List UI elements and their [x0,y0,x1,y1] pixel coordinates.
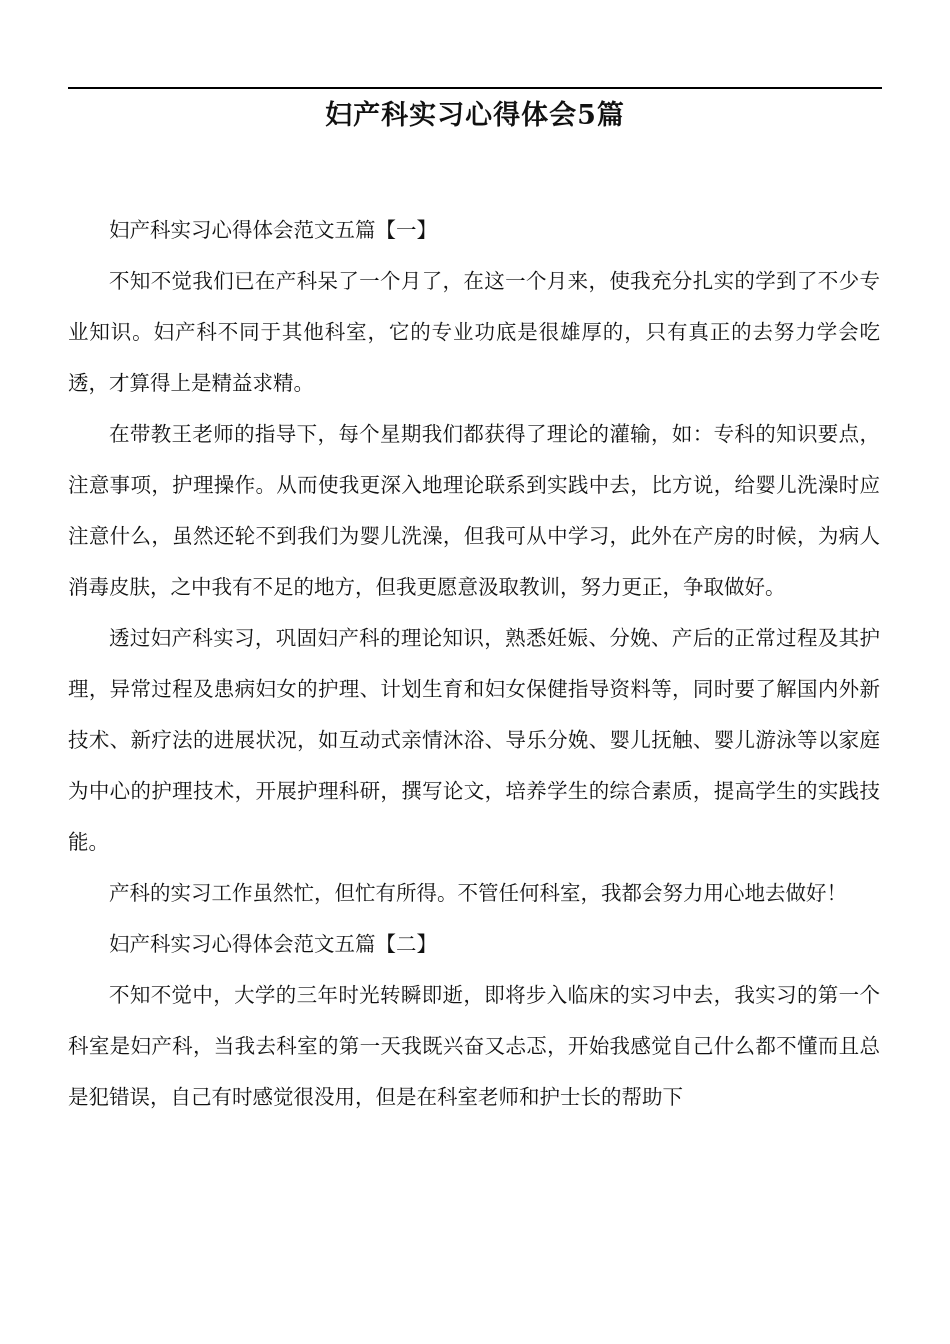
paragraph: 不知不觉我们已在产科呆了一个月了，在这一个月来，使我充分扎实的学到了不少专业知识。妇产科不同于其他科室，它的专业功底是很雄厚的，只有真正的去努力学会吃透，才算得上是精益求精。 [68,269,880,395]
paragraph: 不知不觉中，大学的三年时光转瞬即逝，即将步入临床的实习中去，我实习的第一个科室是妇产科，当我去科室的第一天我既兴奋又忐忑，开始我感觉自己什么都不懂而且总是犯错误，自己有时感觉很没用，但是在科室老师和护士长的帮助下 [68,983,880,1109]
paragraph: 产科的实习工作虽然忙，但忙有所得。不管任何科室，我都会努力用心地去做好！ [109,881,847,905]
paragraph: 透过妇产科实习，巩固妇产科的理论知识，熟悉妊娠、分娩、产后的正常过程及其护理，异常过程及患病妇女的护理、计划生育和妇女保健指导资料等，同时要了解国内外新技术、新疗法的进展状况，如互动式亲情沐浴、导乐分娩、婴儿抚触、婴儿游泳等以家庭为中心的护理技术，开展护理科研，撰写论文，培养学生的综合素质，提高学生的实践技能。 [68,626,880,854]
paragraph: 在带教王老师的指导下，每个星期我们都获得了理论的灌输，如：专科的知识要点，注意事项，护理操作。从而使我更深入地理论联系到实践中去，比方说，给婴儿洗澡时应注意什么，虽然还轮不到我们为婴儿洗澡，但我可从中学习，此外在产房的时候，为病人消毒皮肤，之中我有不足的地方，但我更愿意汲取教训，努力更正，争取做好。 [68,422,880,599]
section-heading-2: 妇产科实习心得体会范文五篇【二】 [109,932,437,956]
document-body [68,205,880,1123]
section-heading-1: 妇产科实习心得体会范文五篇【一】 [109,218,437,242]
document-title: 妇产科实习心得体会5篇 [325,100,625,131]
header-rule [68,87,882,89]
